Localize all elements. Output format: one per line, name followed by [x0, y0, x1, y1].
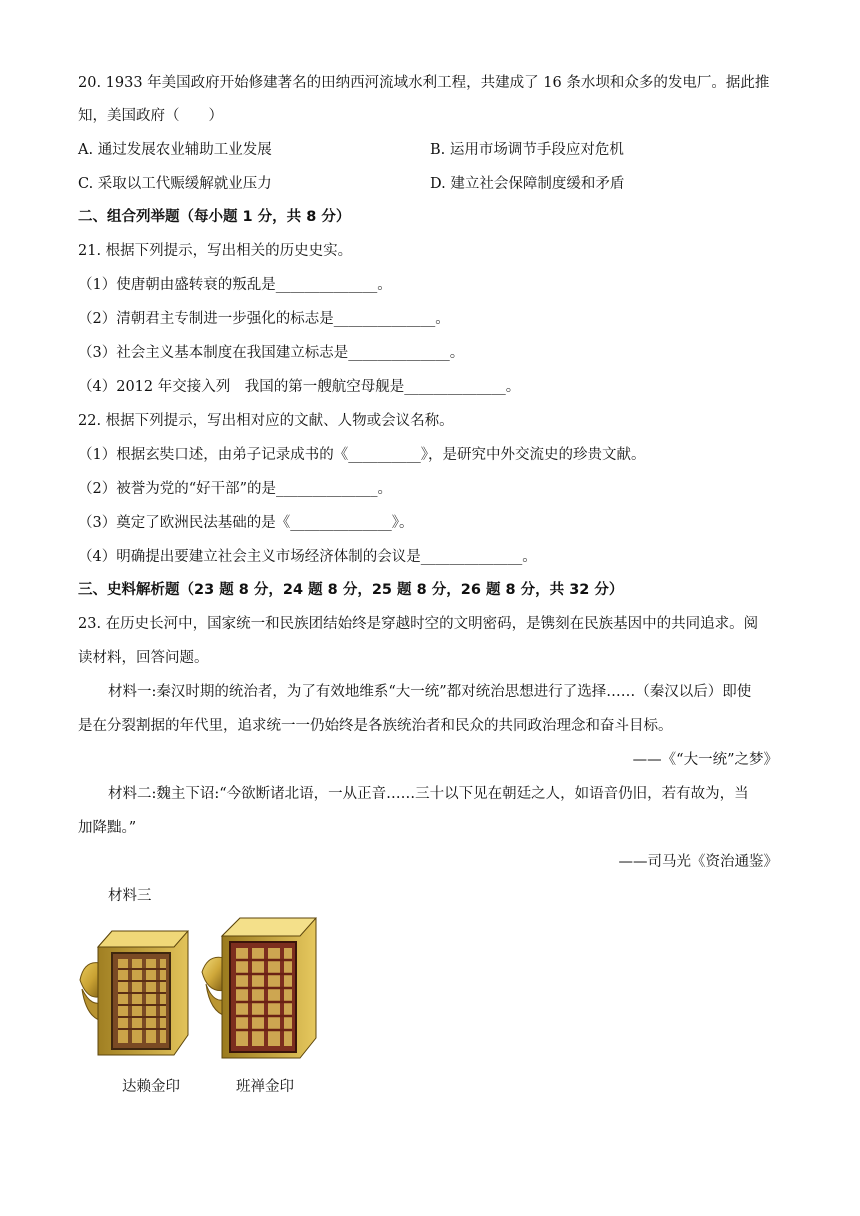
- q22-item-4: （4）明确提出要建立社会主义市场经济体制的会议是______________。: [78, 549, 537, 565]
- dalai-seal-image: [78, 925, 190, 1067]
- q20-option-a: A. 通过发展农业辅助工业发展: [78, 142, 272, 158]
- q21-item-2: （2）清朝君主专制进一步强化的标志是______________。: [78, 311, 450, 327]
- q20-option-d: D. 建立社会保障制度缓和矛盾: [430, 176, 625, 192]
- q20-stem-line2: 知，美国政府（ ）: [78, 108, 223, 124]
- material2-line1: 材料二:魏主下诏:“今欲断诸北语，一从正音……三十以下见在朝廷之人，如语音仍旧，若有故为，当: [108, 786, 749, 802]
- panchen-seal-caption: 班禅金印: [236, 1079, 294, 1095]
- q22-item-2: （2）被誉为党的“好干部”的是______________。: [78, 481, 393, 497]
- q22-stem: 22. 根据下列提示，写出相对应的文献、人物或会议名称。: [78, 413, 454, 429]
- q23-stem-line1: 23. 在历史长河中，国家统一和民族团结始终是穿越时空的文明密码，是镌刻在民族基因中的共同追求。阅: [78, 616, 759, 632]
- material2-line2: 加降黜。”: [78, 820, 137, 836]
- panchen-seal-image: [200, 912, 318, 1068]
- material1-source: ——《“大一统”之梦》: [632, 752, 778, 768]
- q21-item-1: （1）使唐朝由盛转衰的叛乱是______________。: [78, 277, 392, 293]
- q20-option-c: C. 采取以工代赈缓解就业压力: [78, 176, 272, 192]
- q23-stem-line2: 读材料，回答问题。: [78, 650, 209, 666]
- material1-line1: 材料一:秦汉时期的统治者，为了有效地维系“大一统”都对统治思想进行了选择……（秦汉以后）即使: [108, 684, 752, 700]
- section2-heading: 二、组合列举题（每小题 1 分，共 8 分）: [78, 209, 351, 225]
- section3-heading: 三、史料解析题（23 题 8 分，24 题 8 分，25 题 8 分，26 题 8 分，共 32 分）: [78, 582, 624, 598]
- q22-item-1: （1）根据玄奘口述，由弟子记录成书的《__________》，是研究中外交流史的珍贵文献。: [78, 447, 646, 463]
- q21-item-3: （3）社会主义基本制度在我国建立标志是______________。: [78, 345, 465, 361]
- q21-stem: 21. 根据下列提示，写出相关的历史史实。: [78, 243, 353, 259]
- dalai-seal-caption: 达赖金印: [122, 1079, 180, 1095]
- q21-item-4: （4）2012 年交接入列 我国的第一艘航空母舰是______________。: [78, 379, 521, 395]
- material2-source: ——司马光《资治通鉴》: [618, 854, 778, 870]
- material1-line2: 是在分裂割据的年代里，追求统一一仍始终是各族统治者和民众的共同政治理念和奋斗目标。: [78, 718, 673, 734]
- q20-option-b: B. 运用市场调节手段应对危机: [430, 142, 624, 158]
- q22-item-3: （3）奠定了欧洲民法基础的是《______________》。: [78, 515, 414, 531]
- material3-label: 材料三: [108, 888, 152, 904]
- q20-stem-line1: 20. 1933 年美国政府开始修建著名的田纳西河流域水利工程，共建成了 16 条水坝和众多的发电厂。据此推: [78, 75, 770, 91]
